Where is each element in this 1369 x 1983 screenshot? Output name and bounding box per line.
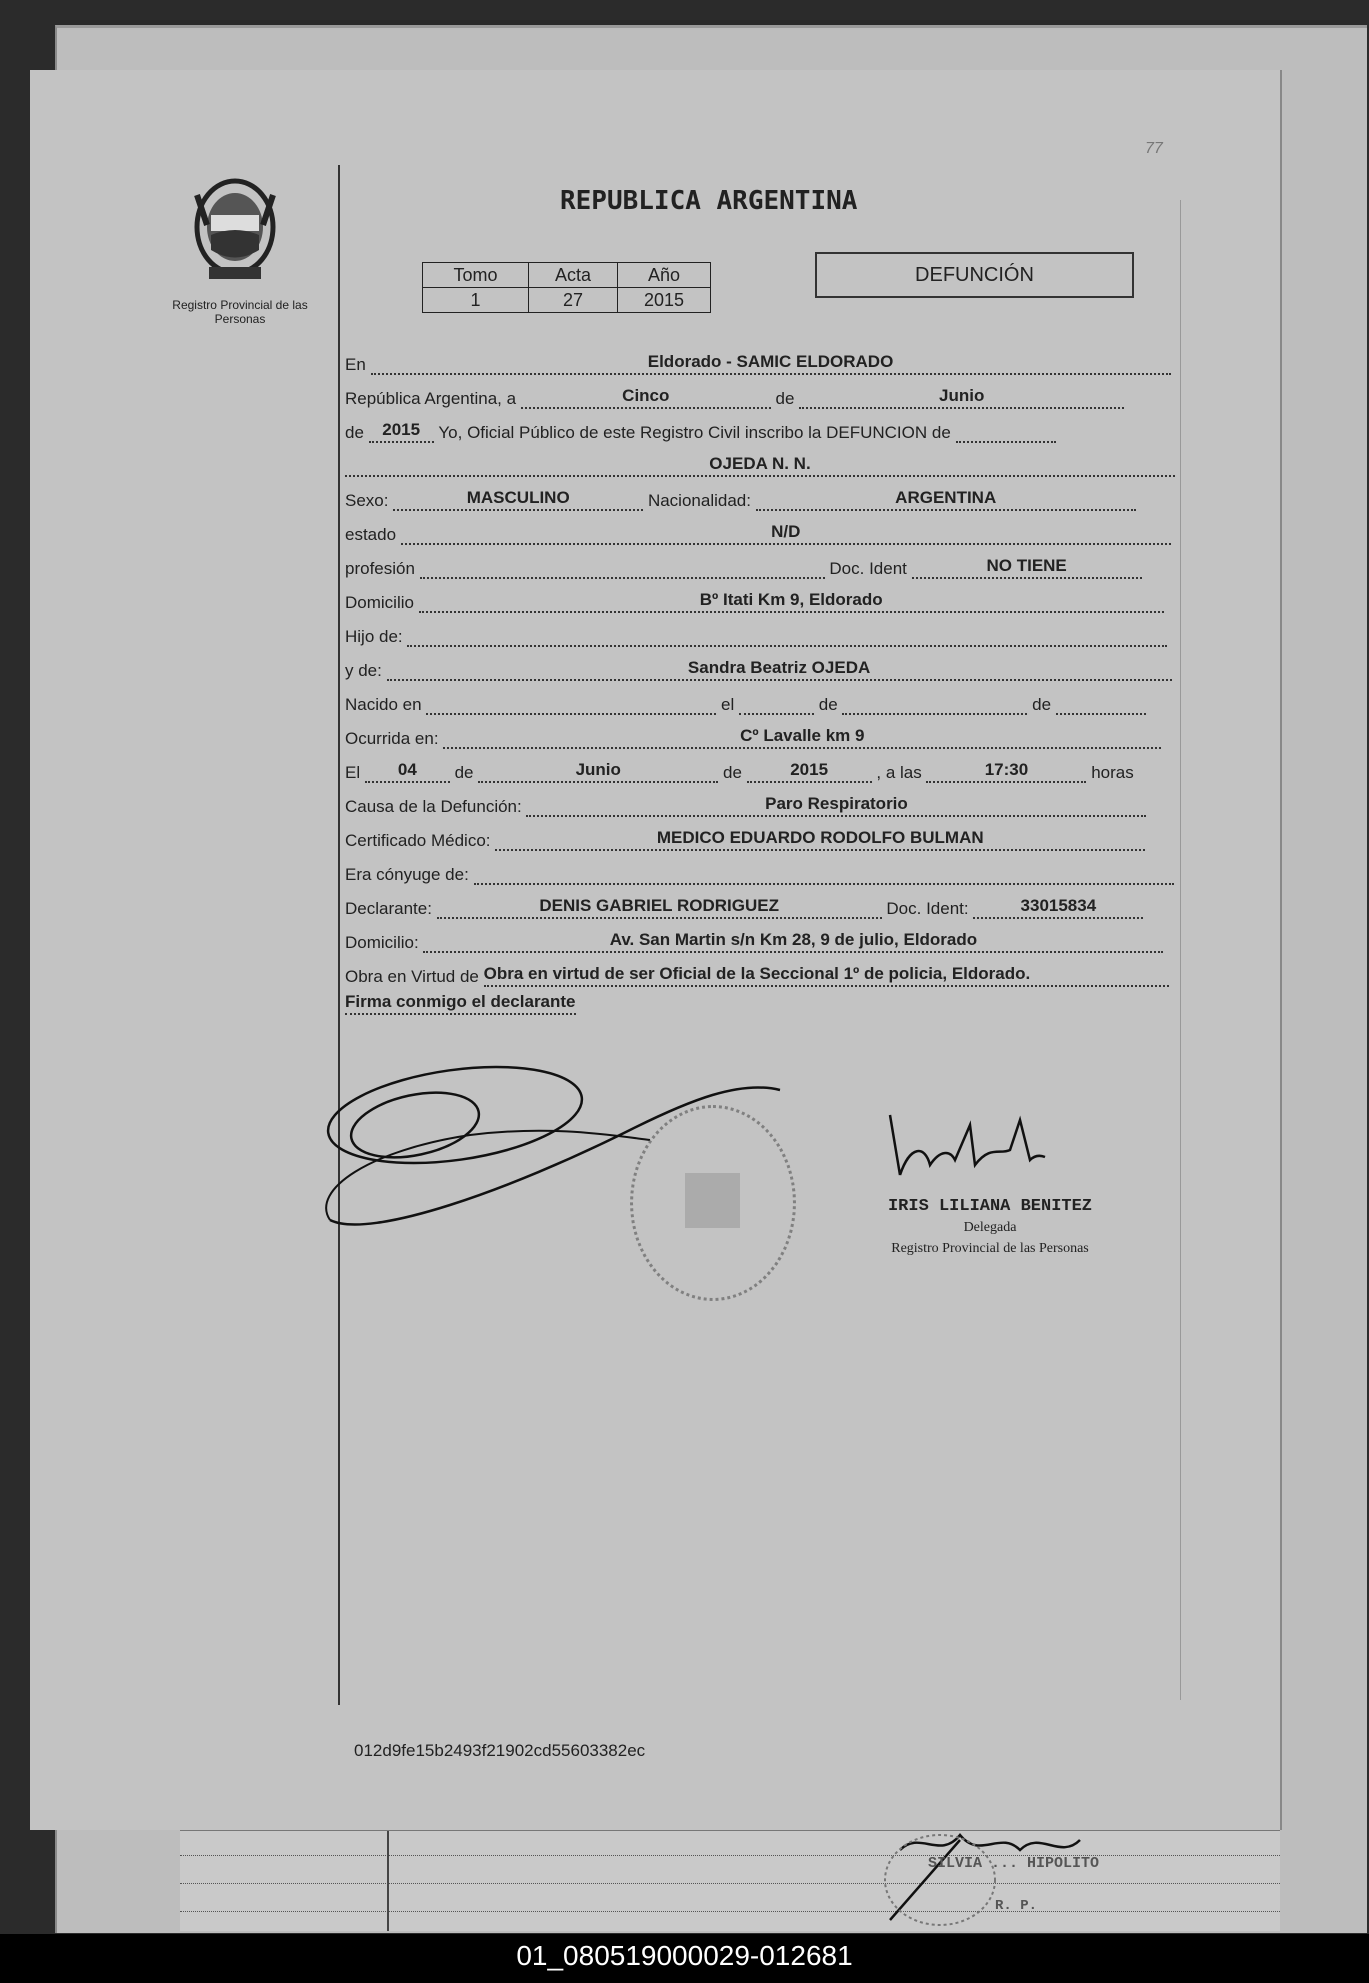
form-row-firma xyxy=(345,992,1175,1020)
declarante-doc-label: Doc. Ident: xyxy=(886,899,969,918)
form-row-en xyxy=(345,352,1175,386)
registry-label: Registro Provincial de las Personas xyxy=(172,298,308,326)
margin-rule xyxy=(338,165,340,1705)
column-separator xyxy=(387,1831,389,1931)
form-row-hijo xyxy=(345,624,1175,658)
declarante-label: Declarante: xyxy=(345,899,432,918)
form-row-sexo xyxy=(345,488,1175,522)
estado-label: estado xyxy=(345,525,397,544)
official-registry: Registro Provincial de las Personas xyxy=(891,1241,1089,1256)
form-row-profesion xyxy=(345,556,1175,590)
right-rule xyxy=(1180,200,1181,1700)
hijo-label: Hijo de: xyxy=(345,627,403,646)
acta-header: Acta xyxy=(529,263,618,288)
official-name: IRIS LILIANA BENITEZ xyxy=(887,1197,1093,1216)
form-row-y-de xyxy=(345,658,1175,692)
domicilio2-label: Domicilio: xyxy=(345,933,419,952)
causa-label: Causa de la Defunción: xyxy=(345,797,522,816)
day-field: Cinco xyxy=(521,386,771,409)
sexo-field: MASCULINO xyxy=(393,488,643,511)
el-cap-label: El xyxy=(345,763,361,782)
document-type: DEFUNCIÓN xyxy=(815,252,1134,298)
deceased-name-field: OJEDA N. N. xyxy=(345,454,1175,477)
death-month-field: Junio xyxy=(478,760,718,783)
anio-header: Año xyxy=(618,263,711,288)
de-label: de xyxy=(775,389,795,408)
page-title: REPUBLICA ARGENTINA xyxy=(560,186,858,216)
death-year-field: 2015 xyxy=(747,760,872,783)
official-signature-icon xyxy=(880,1105,1050,1185)
birth-year-field xyxy=(1056,692,1146,715)
ocurrida-label: Ocurrida en: xyxy=(345,729,439,748)
form-row-estado xyxy=(345,522,1175,556)
firma-field: Firma conmigo el declarante xyxy=(345,992,576,1015)
domicilio2-field: Av. San Martin s/n Km 28, 9 de julio, Eldorado xyxy=(423,930,1163,953)
nacionalidad-field: ARGENTINA xyxy=(756,488,1136,511)
form-row-inscribo xyxy=(345,420,1175,454)
conyuge-label: Era cónyuge de: xyxy=(345,865,469,884)
form-row-conyuge xyxy=(345,862,1175,896)
register-table xyxy=(422,262,711,313)
declarante-field: DENIS GABRIEL RODRIGUEZ xyxy=(437,896,882,919)
de-label: de xyxy=(345,423,364,442)
birth-day-field xyxy=(739,692,814,715)
inscribo-blank xyxy=(956,420,1056,443)
form-row-name xyxy=(345,454,1175,488)
form-row-date xyxy=(345,386,1175,420)
death-day-field: 04 xyxy=(365,760,450,783)
domicilio-label: Domicilio xyxy=(345,593,414,612)
form-row-obra xyxy=(345,964,1175,992)
acta-value: 27 xyxy=(529,288,618,313)
horas-label: horas xyxy=(1091,763,1134,782)
form-row-domicilio xyxy=(345,590,1175,624)
domicilio-field: Bº Itati Km 9, Eldorado xyxy=(419,590,1164,613)
profesion-field xyxy=(420,556,825,579)
document-hash: 012d9fe15b2493f21902cd55603382ec xyxy=(354,1741,646,1760)
conyuge-field xyxy=(474,862,1174,885)
nacido-label: Nacido en xyxy=(345,695,422,714)
bottom-stamp-rp: R. P. xyxy=(995,1898,1038,1914)
obra-field: Obra en virtud de ser Oficial de la Seccional 1º de policia, Eldorado. xyxy=(484,964,1169,987)
y-de-label: y de: xyxy=(345,661,382,680)
causa-field: Paro Respiratorio xyxy=(526,794,1146,817)
a-las-label: , a las xyxy=(876,763,922,782)
tomo-header: Tomo xyxy=(423,263,529,288)
death-time-field: 17:30 xyxy=(926,760,1086,783)
sexo-label: Sexo: xyxy=(345,491,389,510)
form-row-declarante xyxy=(345,896,1175,930)
year-field: 2015 xyxy=(369,420,434,443)
mother-field: Sandra Beatriz OJEDA xyxy=(387,658,1172,681)
hijo-field xyxy=(407,624,1167,647)
inscribo-text: Yo, Oficial Público de este Registro Civil inscribo la DEFUNCION de xyxy=(438,423,951,442)
el-label: el xyxy=(721,695,735,714)
form-row-certificado xyxy=(345,828,1175,862)
birth-month-field xyxy=(842,692,1027,715)
bottom-stamp-name: SILVIA ... HIPOLITO xyxy=(928,1855,1100,1872)
en-label: En xyxy=(345,355,366,374)
place-field: Eldorado - SAMIC ELDORADO xyxy=(371,352,1171,375)
de-label: de xyxy=(722,763,742,782)
province-seal-icon xyxy=(185,175,285,290)
certificado-label: Certificado Médico: xyxy=(345,831,491,850)
month-field: Junio xyxy=(799,386,1124,409)
footer-id: 01_080519000029-012681 xyxy=(516,1940,853,1971)
de-label: de xyxy=(818,695,838,714)
official-role: Delegada xyxy=(963,1220,1017,1235)
stamp-emblem-icon xyxy=(685,1173,740,1228)
page-number: 77 xyxy=(1145,140,1163,157)
ocurrida-field: Cº Lavalle km 9 xyxy=(443,726,1161,749)
form-row-ocurrida xyxy=(345,726,1175,760)
scan-footer xyxy=(0,1934,1369,1983)
death-record-form xyxy=(345,352,1175,1020)
official-stamp xyxy=(630,1105,796,1301)
certificado-field: MEDICO EDUARDO RODOLFO BULMAN xyxy=(495,828,1145,851)
anio-value: 2015 xyxy=(618,288,711,313)
form-row-nacido xyxy=(345,692,1175,726)
form-row-domicilio2 xyxy=(345,930,1175,964)
obra-label: Obra en Virtud de xyxy=(345,967,479,986)
republica-label: República Argentina, a xyxy=(345,389,517,408)
birthplace-field xyxy=(426,692,716,715)
form-row-fecha xyxy=(345,760,1175,794)
profesion-label: profesión xyxy=(345,559,415,578)
doc-ident-label: Doc. Ident xyxy=(829,559,907,578)
doc-ident-field: NO TIENE xyxy=(912,556,1142,579)
nacionalidad-label: Nacionalidad: xyxy=(647,491,751,510)
de-label: de xyxy=(1032,695,1052,714)
tomo-value: 1 xyxy=(423,288,529,313)
de-label: de xyxy=(454,763,474,782)
declarante-doc-field: 33015834 xyxy=(973,896,1143,919)
estado-field: N/D xyxy=(401,522,1171,545)
form-row-causa xyxy=(345,794,1175,828)
